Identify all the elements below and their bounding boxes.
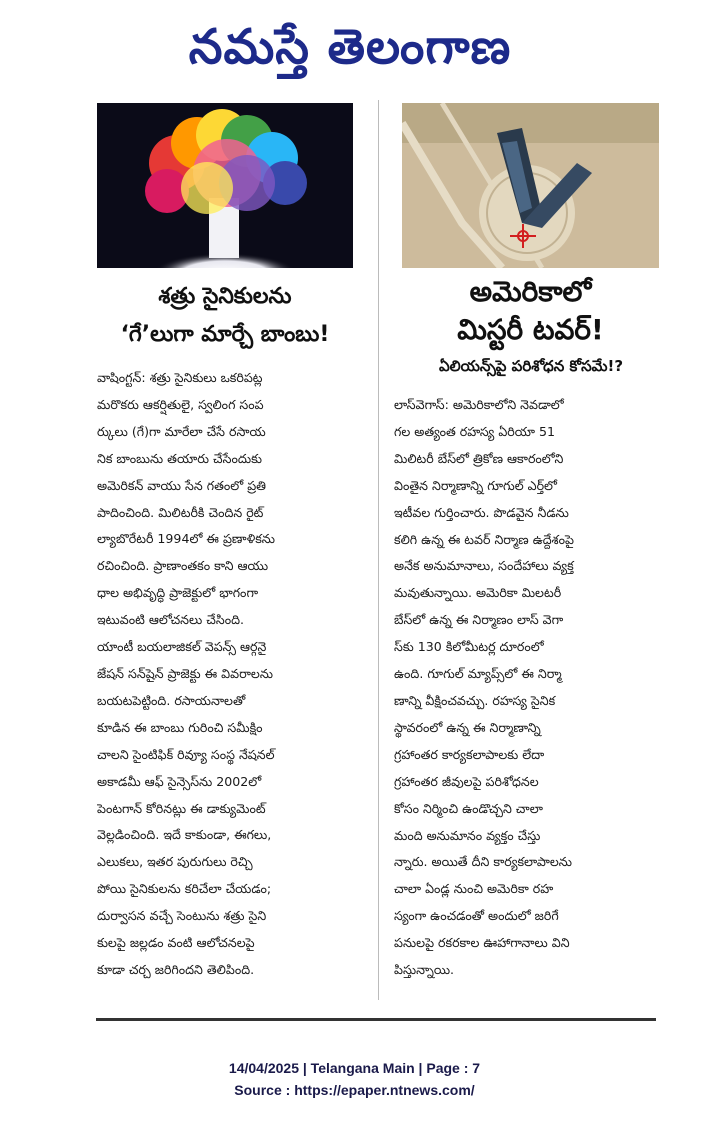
left-body-line: మరొకరు ఆకర్షితులై, స్వలింగ సంప xyxy=(97,396,264,412)
right-body-line: బేస్‌లో ఉన్న ఈ నిర్మాణం లాస్ వెగా xyxy=(394,612,564,628)
right-body-line: గల అత్యంత రహస్య ఏరియా 51 xyxy=(394,423,556,439)
left-body-line: పాదించింది. మిలిటరీకి చెందిన రైట్ xyxy=(97,504,264,520)
left-article-body xyxy=(97,365,365,984)
right-body-line: అనేక అనుమానాలు, సందేహాలు వ్యక్త xyxy=(394,558,574,574)
left-body-line: పెంటగాన్ కోరినట్లు ఈ డాక్యుమెంట్ xyxy=(97,800,266,816)
right-body-line: కోసం నిర్మించి ఉండొచ్చని చాలా xyxy=(394,800,543,816)
left-body-line: జేషన్ సన్‌షైన్ ప్రాజెక్టు ఈ వివరాలను xyxy=(97,665,274,681)
right-body-line: గ్రహాంతర కార్యకలాపాలకు లేదా xyxy=(394,746,545,762)
left-body-line: యాంటీ బయలాజికల్ వెపన్స్ ఆర్గనై xyxy=(97,639,267,655)
left-body-line: కూడా చర్చ జరిగిందని తెలిపింది. xyxy=(97,961,255,977)
left-body-line: రచించింది. ప్రాణాంతకం కాని ఆయు xyxy=(97,558,269,574)
left-body-line: ఇటువంటి ఆలోచనలు చేసింది. xyxy=(97,612,244,628)
right-body-line: పిస్తున్నాయి. xyxy=(394,962,455,978)
left-body-line: వెల్లడించింది. ఇదే కాకుండా, ఈగలు, xyxy=(97,827,272,843)
bottom-divider xyxy=(96,1018,656,1021)
right-body-line: పనులపై రకరకాల ఊహాగానాలు విని xyxy=(394,935,570,951)
right-body-line: న్నారు. అయితే దీని కార్యకలాపాలను xyxy=(394,854,572,870)
left-body-line: పోయి సైనికులను కరిచేలా చేయడం; xyxy=(97,881,272,897)
left-body-line: అమెరికన్ వాయు సేన గతంలో ప్రతి xyxy=(97,477,267,493)
left-body-line: ధాల అభివృద్ధి ప్రాజెక్టులో భాగంగా xyxy=(97,585,259,601)
left-headline-line2: ‘గే’లుగా మార్చే బాంబు! xyxy=(120,322,330,347)
left-body-line: ర్కులు (గే)గా మారేలా చేసే రసాయ xyxy=(97,423,266,439)
right-body-line: ణాన్ని వీక్షించవచ్చు. రహస్య సైనిక xyxy=(394,692,556,708)
left-body-line: బయటపెట్టింది. రసాయనాలతో xyxy=(97,692,246,708)
right-body-line: స్థావరంలో ఉన్న ఈ నిర్మాణాన్ని xyxy=(394,719,541,735)
right-body-line: చాలా ఏండ్ల నుంచి అమెరికా రహ xyxy=(394,881,554,897)
satellite-tower-photo xyxy=(402,103,659,268)
left-body-line: కులపై జల్లడం వంటి ఆలోచనలపై xyxy=(97,935,255,951)
masthead-title: నమస్తే తెలంగాణ xyxy=(188,19,512,75)
left-body-line: కూడిన ఈ బాంబు గురించి సమీక్షిం xyxy=(97,719,263,735)
right-headline-line2: మిస్టరీ టవర్! xyxy=(457,313,604,346)
right-body-line: వింతైన నిర్మాణాన్ని గూగుల్ ఎర్త్‌లో xyxy=(394,477,558,493)
right-body-line: స్‌కు 130 కిలోమీటర్ల దూరంలో xyxy=(394,639,544,655)
right-headline-line1: అమెరికాలో xyxy=(469,275,592,308)
left-body-line: ఎలుకలు, ఇతర పురుగులు రెచ్చి xyxy=(97,854,253,870)
edition-info: 14/04/2025 | Telangana Main | Page : 7 xyxy=(228,1060,481,1076)
right-body-line: స్యంగా ఉంచడంతో అందులో జరిగే xyxy=(394,908,559,924)
right-body-line: మిలిటరీ బేస్‌లో త్రికోణ ఆకారంలోని xyxy=(394,450,564,466)
column-divider xyxy=(378,100,379,1000)
right-body-line: ఇటీవల గుర్తించారు. పొడవైన నీడను xyxy=(394,504,569,520)
right-body-line: లాస్‌వెగాస్: అమెరికాలోని నెవడాలో xyxy=(394,397,564,412)
left-body-line: ల్యాబొరేటరీ 1994లో ఈ ప్రణాళికను xyxy=(97,531,275,547)
right-body-line: గ్రహాంతర జీవులపై పరిశోధనల xyxy=(394,773,539,789)
left-body-line: అకాడమీ ఆఫ్ సైన్సెస్‌ను 2002లో xyxy=(97,773,262,789)
right-article-body xyxy=(394,392,664,984)
left-body-line: వాషింగ్టన్: శత్రు సైనికులు ఒకరిపట్ల xyxy=(97,370,263,385)
right-body-line: మవుతున్నాయి. అమెరికా మిలటరీ xyxy=(394,585,562,601)
right-body-line: ఉంది. గూగుల్ మ్యాప్స్‌లో ఈ నిర్మా xyxy=(394,666,562,682)
rainbow-mushroom-cloud-photo xyxy=(97,103,353,268)
right-body-line: కలిగి ఉన్న ఈ టవర్ నిర్మాణ ఉద్దేశంపై xyxy=(394,531,574,547)
left-body-line: చాలని సైంటిఫిక్ రివ్యూ సంస్థ నేషనల్ xyxy=(97,746,275,762)
right-subheadline: ఏలియన్స్‌పై పరిశోధన కోసమే!? xyxy=(438,357,624,375)
right-body-line: మంది అనుమానం వ్యక్తం చేస్తు xyxy=(394,827,541,843)
left-headline-line1: శత్రు సైనికులను xyxy=(158,284,292,309)
left-body-line: నిక బాంబును తయారు చేసేందుకు xyxy=(97,450,263,466)
left-body-line: దుర్వాసన వచ్చే సెంటును శత్రు సైని xyxy=(97,908,267,924)
source-link[interactable]: Source : https://epaper.ntnews.com/ xyxy=(234,1082,475,1098)
